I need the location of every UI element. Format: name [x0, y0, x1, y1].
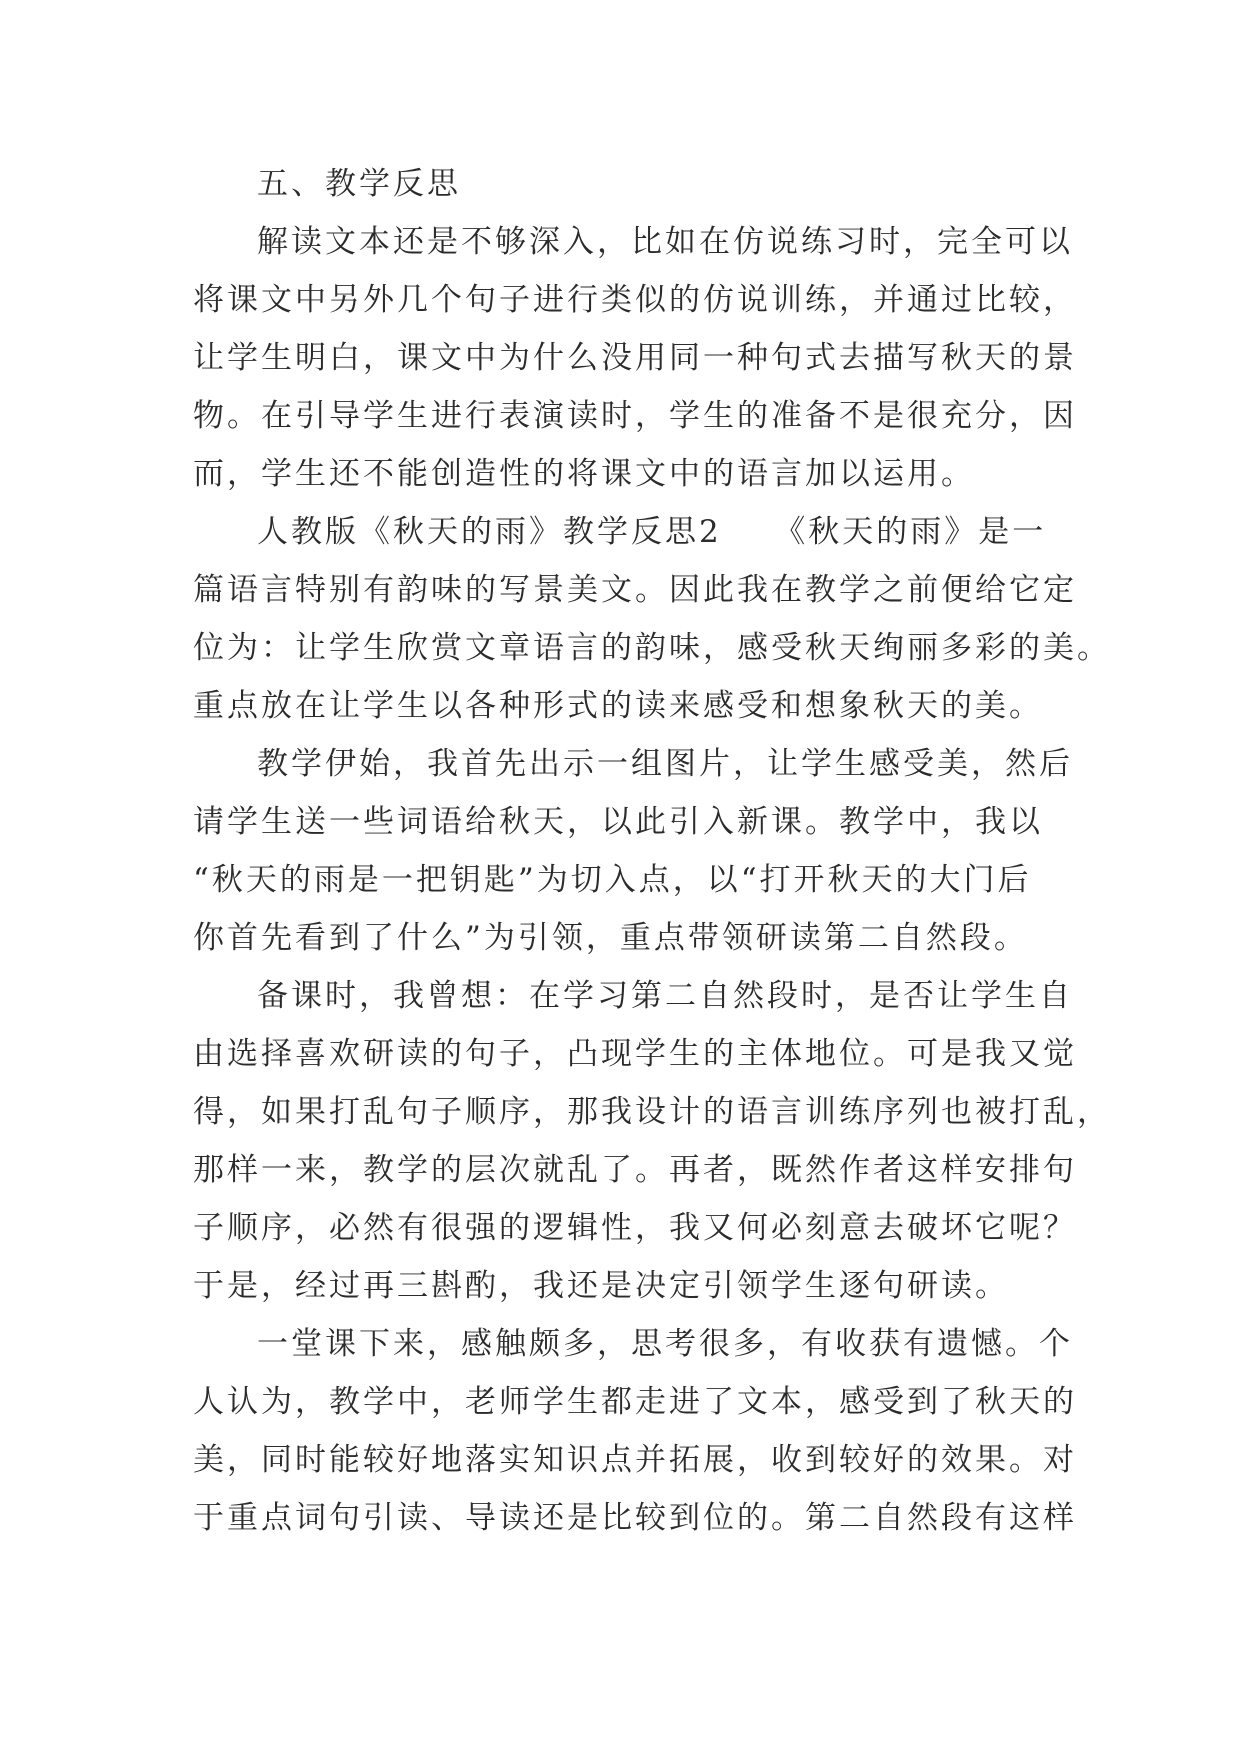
text-line: 物。在引导学生进行表演读时，学生的准备不是很充分，因 — [193, 398, 1077, 434]
text-line: 人认为，教学中，老师学生都走进了文本，感受到了秋天的 — [193, 1384, 1077, 1420]
text-line: 子顺序，必然有很强的逻辑性，我又何必刻意去破坏它呢？ — [193, 1210, 1077, 1246]
text-line: 你首先看到了什么”为引领，重点带领研读第二自然段。 — [193, 920, 1028, 956]
section-heading: 五、教学反思 — [257, 166, 461, 202]
text-line: 教学伊始，我首先出示一组图片，让学生感受美，然后 — [257, 746, 1073, 782]
text-line: 美，同时能较好地落实知识点并拓展，收到较好的效果。对 — [193, 1442, 1077, 1478]
text-line: 位为：让学生欣赏文章语言的韵味，感受秋天绚丽多彩的美。 — [193, 630, 1111, 666]
text-line: 而，学生还不能创造性的将课文中的语言加以运用。 — [193, 456, 975, 492]
text-line: 那样一来，教学的层次就乱了。再者，既然作者这样安排句 — [193, 1152, 1077, 1188]
text-line: 于是，经过再三斟酌，我还是决定引领学生逐句研读。 — [193, 1268, 1009, 1304]
text-line: 一堂课下来，感触颇多，思考很多，有收获有遗憾。个 — [257, 1326, 1073, 1362]
text-line: 解读文本还是不够深入，比如在仿说练习时，完全可以 — [257, 224, 1073, 260]
document-body — [193, 155, 1111, 1547]
text-line: 重点放在让学生以各种形式的读来感受和想象秋天的美。 — [193, 688, 1043, 724]
text-line: 于重点词句引读、导读还是比较到位的。第二自然段有这样 — [193, 1500, 1077, 1536]
text-line: 由选择喜欢研读的句子，凸现学生的主体地位。可是我又觉 — [193, 1036, 1077, 1072]
text-line: 得，如果打乱句子顺序，那我设计的语言训练序列也被打乱， — [193, 1094, 1111, 1130]
text-line: “秋天的雨是一把钥匙”为切入点，以“打开秋天的大门后 — [193, 862, 1032, 898]
text-line: 请学生送一些词语给秋天，以此引入新课。教学中，我以 — [193, 804, 1043, 840]
text-line: 备课时，我曾想：在学习第二自然段时，是否让学生自 — [257, 978, 1073, 1014]
text-line: 篇语言特别有韵味的写景美文。因此我在教学之前便给它定 — [193, 572, 1077, 608]
text-line: 人教版《秋天的雨》教学反思2 《秋天的雨》是一 — [257, 514, 1047, 550]
text-line: 让学生明白，课文中为什么没用同一种句式去描写秋天的景 — [193, 340, 1077, 376]
text-line: 将课文中另外几个句子进行类似的仿说训练，并通过比较， — [193, 282, 1077, 318]
